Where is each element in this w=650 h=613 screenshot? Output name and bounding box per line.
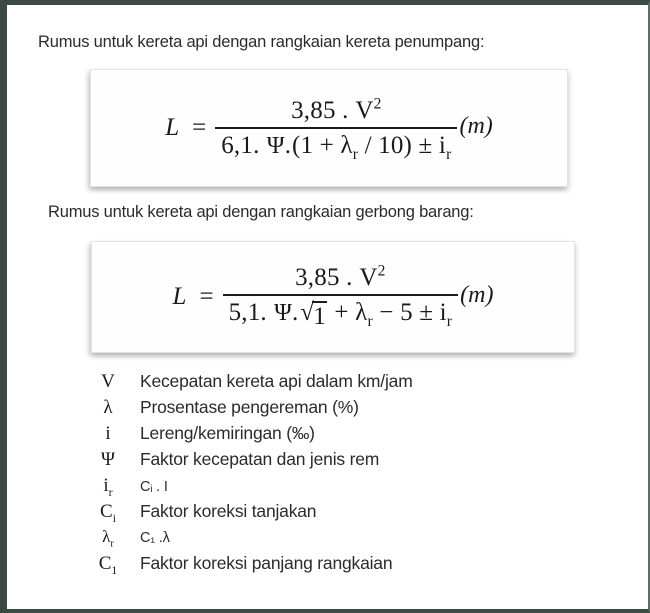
formula-1-equals: = [192,114,207,141]
legend-symbol [85,449,131,471]
formula-1-den-i: i [438,131,447,159]
formula-1-unit: (m) [459,112,493,139]
formula-2-den-dot2: . [292,299,300,326]
legend-row [85,449,545,475]
legend-description: Kecepatan kereta api dalam km/jam [140,371,413,391]
legend-row [85,501,545,527]
legend-symbol-subscript: 1 [111,563,118,577]
formula-1-den-lambda: λ [340,131,353,159]
legend-description: Faktor kecepatan dan jenis rem [140,449,380,469]
formula-2-unit: (m) [460,281,494,308]
formula-2-den-five: 5 [400,299,413,326]
legend-row [85,475,545,501]
formula-1-den-i-sub: r [446,145,452,163]
formula-2-den-plus-minus: ± [419,299,434,326]
formula-1-num-variable: V [355,96,374,124]
formula-2-denominator [223,296,459,330]
formula-2-expression [173,264,494,330]
heading-passenger-train: Rumus untuk kereta api dengan rangkaian kereta penumpang: [38,33,485,51]
formula-1-den-psi: Ψ [266,132,285,159]
legend-symbol [85,397,131,419]
formula-2-den-minus: − [379,299,394,326]
formula-1-den-dot1: . [253,131,261,159]
symbol-legend-list [85,371,545,579]
legend-symbol-subscript: i [112,511,116,525]
formula-1-denominator [215,129,457,163]
legend-symbol [85,501,131,523]
formula-box-freight-train [91,241,575,353]
legend-symbol-base: C [98,553,112,574]
heading-freight-train: Rumus untuk kereta api dengan rangkaian gerbong barang: [48,203,474,221]
formula-1-den-open-paren: (1 [291,131,314,159]
formula-1-num-dot: . [342,96,350,124]
radical-icon: √ [300,299,315,326]
formula-2-den-coefficient: 5,1 [228,299,261,326]
legend-symbol-base: λ [103,397,113,418]
legend-symbol-subscript: r [108,485,113,499]
legend-symbol-base: i [105,423,111,444]
legend-description: Faktor koreksi tanjakan [140,501,317,521]
formula-2-den-radicand: 1 [313,303,326,330]
formula-2-den-psi: Ψ [274,300,293,326]
legend-description: Prosentase pengereman (%) [140,397,359,417]
legend-symbol [85,475,131,497]
legend-symbol-base: V [101,371,115,392]
formula-2-den-lambda: λ [355,299,368,326]
legend-symbol [85,527,131,550]
formula-box-passenger-train [90,69,568,187]
formula-1-fraction [215,95,457,163]
legend-symbol [85,553,131,575]
legend-symbol-base: Ψ [100,449,116,470]
formula-1-den-lambda-sub: r [352,145,359,163]
legend-symbol-base: i [103,475,109,496]
formula-2-num-variable: V [359,264,378,291]
formula-2-den-i-sub: r [446,313,453,330]
formula-2-fraction [223,264,459,330]
formula-1-den-plus: + [319,131,334,159]
formula-2-equals: = [199,283,214,310]
formula-1-den-dot2: . [284,131,292,159]
formula-2-den-dot1: . [260,299,268,326]
formula-2-den-plus: + [334,299,349,326]
formula-2-num-dot: . [346,264,354,291]
formula-1-lhs: L [165,114,180,141]
formula-1-den-plus-minus: ± [418,131,433,159]
formula-1-num-coefficient: 3,85 [291,96,336,124]
formula-1-den-slash-ten: / 10) [364,131,413,159]
formula-2-den-square-root [300,300,327,330]
formula-2-num-exponent: 2 [377,262,386,280]
legend-symbol-subscript: r [110,538,114,550]
legend-description: C₁ .λ [140,530,170,546]
legend-description: Lereng/kemiringan (‰) [140,423,315,443]
legend-row [85,527,545,553]
formula-1-den-coefficient: 6,1 [221,131,254,159]
legend-row [85,553,545,579]
legend-description: Cᵢ . I [140,479,168,495]
formula-2-den-lambda-sub: r [367,313,373,330]
legend-symbol-base: λ [102,527,111,546]
legend-description: Faktor koreksi panjang rangkaian [140,553,393,573]
formula-1-numerator [281,97,391,127]
legend-row [85,423,545,449]
formula-1-expression [165,95,493,163]
formula-2-numerator [285,264,395,294]
legend-symbol [85,423,131,445]
legend-symbol-base: C [100,501,113,522]
formula-2-lhs: L [172,283,187,310]
legend-symbol [85,371,131,393]
formula-2-num-coefficient: 3,85 [295,264,340,291]
legend-row [85,371,545,397]
formula-1-num-exponent: 2 [373,95,382,113]
legend-row [85,397,545,423]
formula-2-den-i: i [439,299,447,326]
